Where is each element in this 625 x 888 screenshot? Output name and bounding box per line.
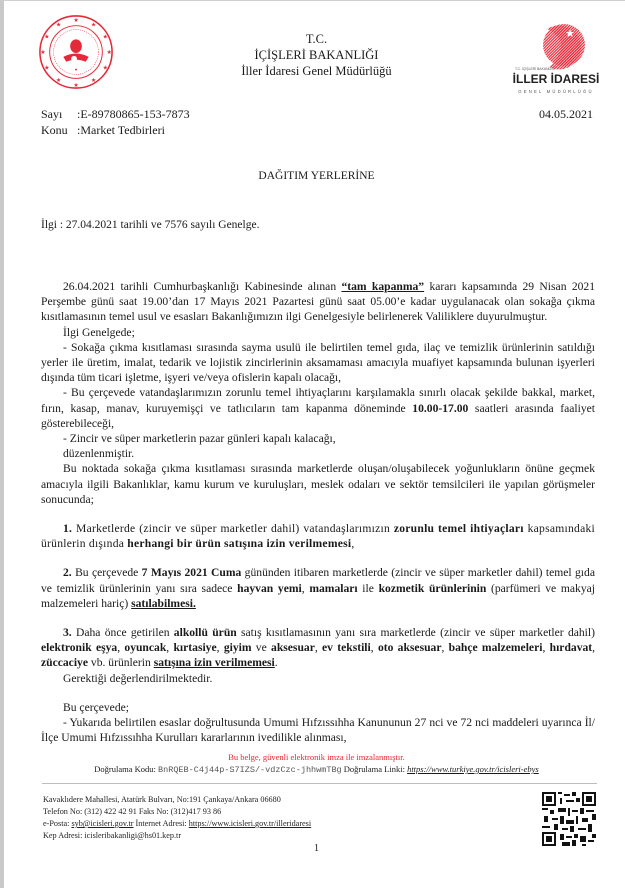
emphasis: oyuncak [124,641,167,655]
text: kapsamındaki ürünlerin dışında [41,522,595,551]
paragraph [41,279,595,325]
text: vb. ürünlerin [88,656,154,670]
verification-code: BnRQEB-C4j44p-S7IZS/-vdzCzc-jhhwmTBg [158,765,342,775]
text: , [592,641,596,655]
paragraph: - Zincir ve süper marketlerin pazar günleri kapalı kalacağı, [63,432,336,446]
item-1 [41,521,595,551]
emphasis-tam-kapanma: “tam kapanma” [341,280,425,293]
text: . [274,656,278,670]
footer-phone: Telefon No: (312) 422 42 91 Faks No: (312)417 93 86 [43,807,222,816]
website-link[interactable]: https://www.icisleri.gov.tr/illeridaresi [188,819,312,828]
emphasis-date: 7 Mayıs 2021 Cuma [141,566,242,580]
emphasis: züccaciye [41,656,88,670]
emphasis: bahçe malzemeleri [448,641,543,655]
text: , [117,641,125,655]
emphasis: elektronik eşya [41,641,118,655]
verification-code-label: Doğrulama Kodu: [94,764,156,774]
header-tc: T.C. [305,32,328,46]
text: saatleri arasında faaliyet gösterebileceği, [41,401,595,430]
konu-row [41,122,165,138]
text: ve [251,641,272,655]
qr-code-icon [542,792,596,846]
verification-row [4,764,625,775]
item-3 [41,625,595,671]
sayi-label: Sayı [41,107,63,121]
svg-text:★: ★ [40,49,46,56]
text: Daha önce getirilen [71,626,174,640]
header-ministry: İÇİŞLERİ BAKANLIĞI [254,48,379,62]
text: , [370,641,378,655]
item-number: 1. [63,522,73,536]
paragraph: - Sokağa çıkma kısıtlaması sırasında sayma usulü ile belirtilen temel gıda, ilaç ve temizlik ürünlerinin satıldığı yerler ile üretim, imalat, tedarik ve lojistik zincirlerinin aksamaması amacıyla muafiyet kapsamında bulunan işyerleri dışında tüm ticari işletme, işyeri ve/veya ofislerin kapalı olacağı, [41,340,595,385]
footer-divider [42,783,597,784]
item-2 [41,565,595,611]
header-directorate: İller İdaresi Genel Müdürlüğü [241,64,392,78]
paragraph: Bu noktada sokağa çıkma kısıtlaması sırasında marketlerde oluşan/oluşabilecek yoğunlukların önüne geçmek amacıyla ilgili Bakanlıklar, kamu kurum ve kuruluşları, meslek odaları ve sektör temsilcileri ile yapılan görüşmeler sonucunda; [41,462,595,506]
logo-title: İLLER İDARESİ [512,72,600,86]
footer-contact [43,818,311,830]
paragraph [41,385,595,431]
document-date: 04.05.2021 [539,107,593,121]
text: Marketlerde (zincir ve süper marketler dahil) vatandaşlarımızın [72,522,394,536]
text: kararı kapsamında 29 Nisan 2021 Perşembe günü saat 19.00’dan 17 Mayıs 2021 Pazartesi günü saat 05.00’e kadar uygulanacak olan sokağa çıkma kısıtlamasının temel usul ve esasları Bakanlığımızın ilgi Genelgesiyle belirlenerek Valiliklere duyurulmuştur. [41,280,596,324]
paragraph: Gerektiği değerlendirilmektedir. [63,671,213,685]
reference-line: İlgi : 27.04.2021 tarihli ve 7576 sayılı Genelge. [41,219,260,231]
emphasis: hırdavat [549,641,593,655]
footer-kep: Kep Adresi: icisleribakanligi@hs01.kep.tr [43,831,182,840]
email-label: e-Posta: [43,819,72,828]
emphasis-underlined: satışına izin verilmemesi [153,656,275,670]
text: , [351,537,355,551]
emphasis-underlined: satılabilmesi. [131,596,196,610]
emphasis: alkollü ürün [173,626,237,640]
web-label: İnternet Adresi: [133,819,189,828]
text: , [216,641,224,655]
paragraph: düzenlenmiştir. [63,447,135,461]
svg-text:★: ★ [102,34,108,41]
iller-idaresi-logo-icon [509,9,604,104]
emphasis: aksesuar [271,641,315,655]
sayi-value: :E-89780865-153-7873 [77,107,190,121]
svg-text:★: ★ [73,17,79,24]
paragraph: - Yukarıda belirtilen esaslar doğrultusunda Umumi Hıfzıssıhha Kanununun 27 nci ve 72 nci maddeleri uyarınca İl/İlçe Umumi Hıfzıssıhha Kurulları kararlarının ivedilikle alınması, [41,716,595,745]
text: ile [357,581,379,595]
emphasis: ev tekstili [322,641,371,655]
page-number: 1 [314,843,319,854]
emphasis: oto aksesuar [377,641,442,655]
svg-text:★: ★ [55,78,62,85]
emphasis: mamaları [309,581,358,595]
text: , [166,641,174,655]
text: 26.04.2021 tarihli Cumhurbaşkanlığı Kabinesinde alınan [63,280,342,293]
svg-text:★: ★ [102,65,108,72]
emphasis: giyim [223,641,252,655]
verification-link[interactable]: https://www.turkiye.gov.tr/icisleri-ebys [407,764,539,774]
svg-text:★: ★ [44,34,50,41]
text: - Bu çerçevede vatandaşlarımızın zorunlu temel ihtiyaçlarını karşılamakla sınırlı olacak şekilde bakkal, market, fırın, kasap, manav, kuruyemişçi ve tatlıcıların tam kapanma döneminde [41,386,595,415]
svg-text:★: ★ [73,83,79,90]
svg-text:★: ★ [90,22,97,29]
svg-text:★: ★ [90,78,97,85]
text: Bu çerçevede [71,566,142,580]
emphasis: zorunlu temel ihtiyaçları [393,522,524,536]
konu-value: :Market Tedbirleri [77,123,165,137]
emphasis: kozmetik ürünlerinin [378,581,487,595]
verification-link-label: Doğrulama Linki: [343,764,405,774]
item-number: 3. [63,626,72,640]
item-number: 2. [63,566,72,580]
svg-text:★: ★ [565,28,575,40]
emphasis: kırtasiye [173,641,217,655]
sayi-row [41,106,190,122]
emphasis: hayvan yemi [237,581,302,595]
recipient-heading: DAĞITIM YERLERİNE [258,170,375,182]
text: , [542,641,550,655]
paragraph: İlgi Genelgede; [63,325,135,339]
logo-subtitle: GENEL MÜDÜRLÜĞÜ [518,89,594,94]
text: gününden itibaren marketlerde (zincir ve süper marketler dahil) temel gıda ve temizlik ürünlerinin yanı sıra sadece [41,566,595,595]
text: , [314,641,323,655]
konu-label: Konu [41,123,68,137]
svg-text:★: ★ [106,49,112,56]
text: , [301,581,310,595]
svg-text:★: ★ [55,22,62,29]
text: (parfümeri ve makyaj malzemeleri hariç) [41,581,596,610]
logo-small-text: T.C. İÇİŞLERİ BAKANLIĞI [515,67,555,71]
text: , [441,641,449,655]
email-link[interactable]: syb@icisleri.gov.tr [71,819,134,828]
e-signature-notice: Bu belge, güvenli elektronik imza ile imzalanmıştır. [228,752,405,762]
svg-text:★: ★ [44,65,50,72]
ministry-seal-icon [37,13,115,91]
paragraph: Bu çerçevede; [63,700,129,714]
text: satış kısıtlamasının yanı sıra marketlerde (zincir ve süper marketler dahil) [236,626,595,640]
emphasis-hours: 10.00-17.00 [412,401,469,415]
footer-address: Kavaklıdere Mahallesi, Atatürk Bulvarı, No:191 Çankaya/Ankara 06680 [43,795,281,804]
emphasis: herhangi bir ürün satışına izin verilmemesi [127,537,352,551]
letter-body [41,279,595,745]
